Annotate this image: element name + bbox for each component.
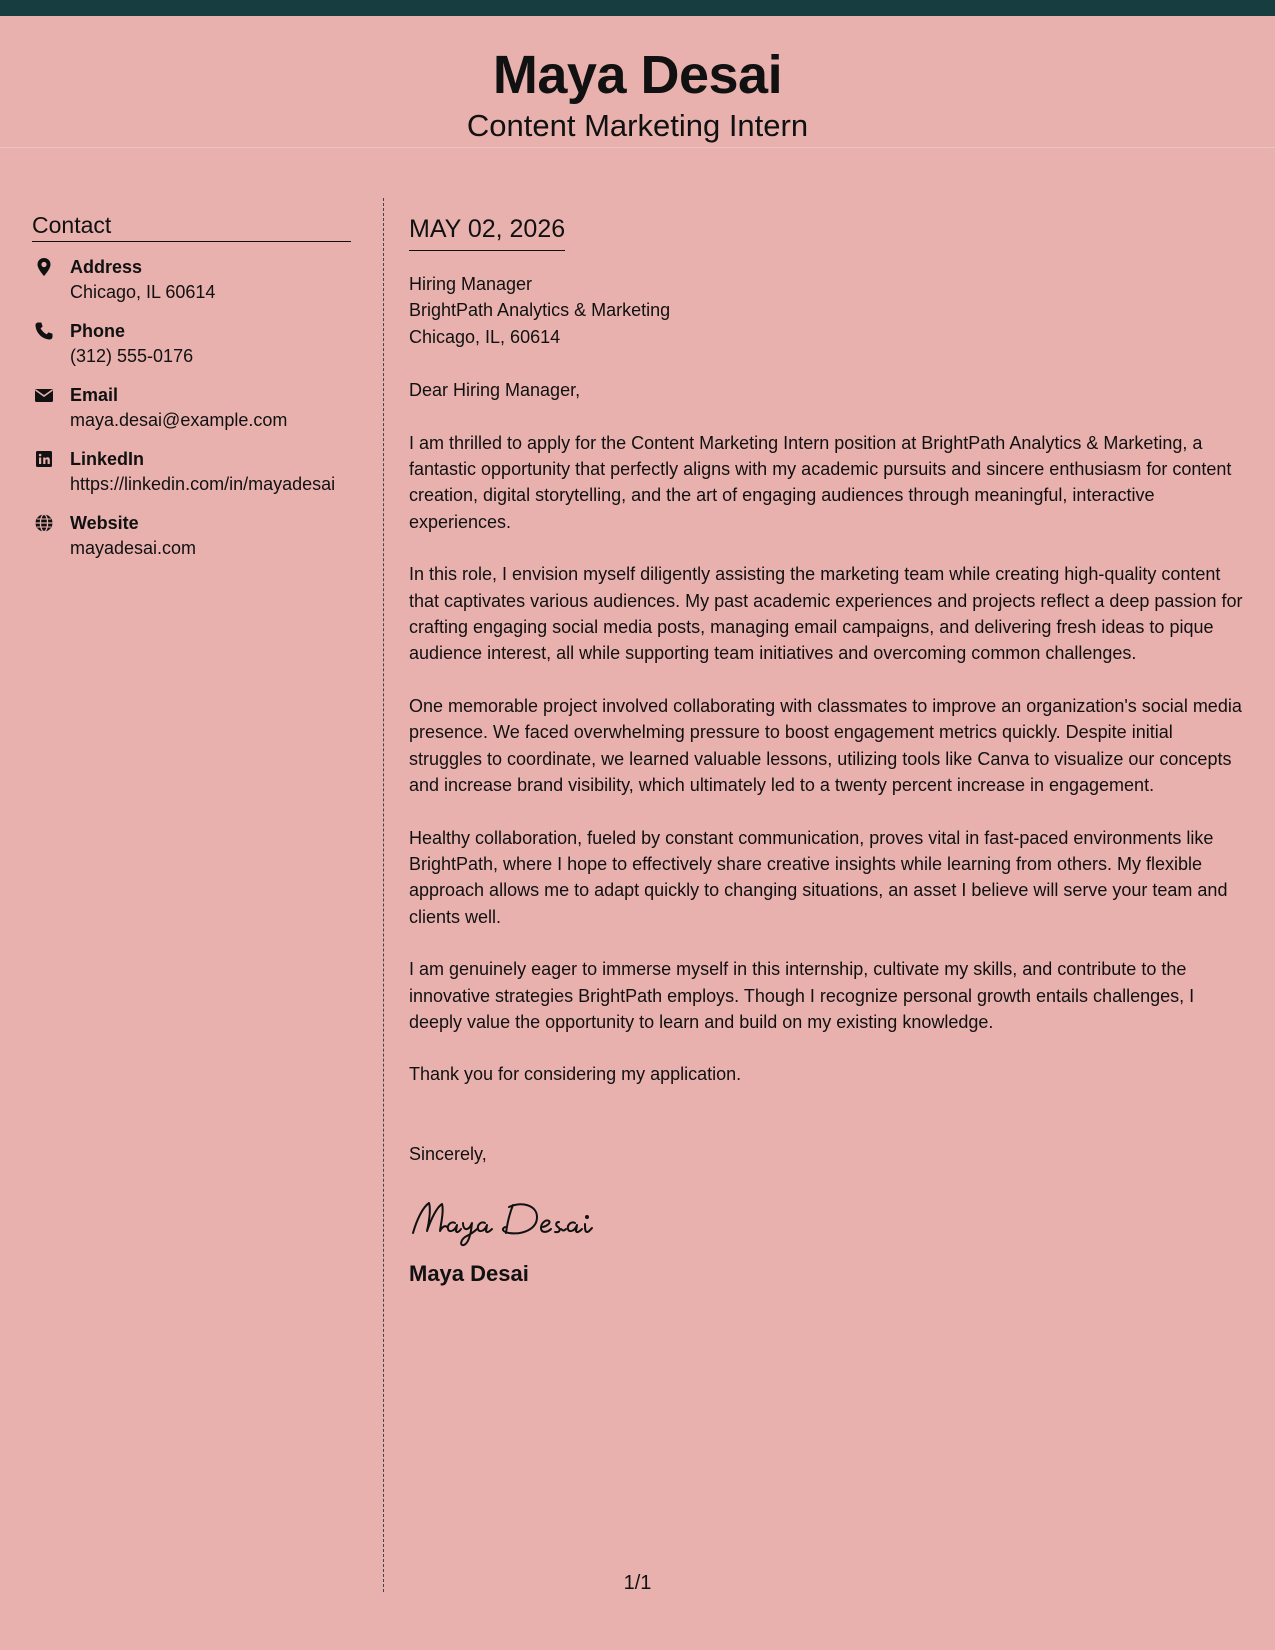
envelope-icon [34,385,54,405]
salutation: Dear Hiring Manager, [409,380,581,401]
letter-body [409,214,1249,1288]
contact-label: Website [70,513,139,533]
recipient-line: Chicago, IL, 60614 [409,326,561,347]
contact-label: Phone [70,321,126,341]
letter-paragraph: I am thrilled to apply for the Content Marketing Intern position at BrightPath Analytics & Marketing, a fantastic opportunity that perfectly aligns with my academic pursuits and sincere enthusiasm for content creation, digital storytelling, and the art of engaging audiences through meaningful, interactive experiences. [409,432,1232,532]
contact-value[interactable]: mayadesai.com [70,538,197,558]
header [0,16,1275,148]
letter-paragraph: In this role, I envision myself diligently assisting the marketing team while creating high-quality content that captivates various audiences. My past academic experiences and projects reflect a deep passion for crafting engaging social media posts, managing email campaigns, and delivering fresh ideas to pique audience interest, all while supporting team initiatives and overcoming common challenges. [409,564,1243,664]
map-pin-icon [34,257,54,277]
contact-label: Address [70,257,143,277]
contact-value: Chicago, IL 60614 [70,282,216,302]
recipient-block [409,271,1249,350]
letter-paragraph: Healthy collaboration, fueled by constant communication, proves vital in fast-paced environments like BrightPath, where I hope to effectively share creative insights while learning from others. My flexible approach allows me to adapt quickly to changing situations, an asset I believe will serve your team and clients well. [409,827,1228,927]
phone-icon [34,321,54,341]
signed-name: Maya Desai [409,1261,529,1287]
applicant-name: Maya Desai [492,45,783,105]
handwritten-signature [409,1189,1249,1249]
letter-paragraph: I am genuinely eager to immerse myself in this internship, cultivate my skills, and contribute to the innovative strategies BrightPath employs. Though I recognize personal growth entails challenges, I deeply value the opportunity to learn and build on my existing knowledge. [409,959,1195,1032]
page-number: 1/1 [623,1572,652,1594]
closing: Sincerely, [409,1143,487,1164]
letter-date: MAY 02, 2026 [409,214,565,251]
letter-paragraph: Thank you for considering my application. [409,1064,742,1085]
column-divider [383,198,384,1592]
job-title: Content Marketing Intern [466,108,809,143]
contact-label: LinkedIn [70,449,145,469]
globe-icon [34,513,54,533]
recipient-line: Hiring Manager [409,274,533,294]
contact-value[interactable]: https://linkedin.com/in/mayadesai [70,474,336,494]
recipient-line: BrightPath Analytics & Marketing [409,300,671,321]
contact-item-linkedin [32,447,351,497]
contact-sidebar [32,214,351,575]
contact-item-website [32,511,351,561]
contact-item-address [32,255,351,305]
contact-heading: Contact [32,214,351,242]
letter-paragraph: One memorable project involved collaborating with classmates to improve an organization's social media presence. We faced overwhelming pressure to boost engagement metrics quickly. Despite initial struggles to coordinate, we learned valuable lessons, utilizing tools like Canva to visualize our concepts and increase brand visibility, which ultimately led to a twenty percent increase in engagement. [409,695,1242,796]
contact-value: (312) 555-0176 [70,346,194,366]
top-accent-bar [0,0,1275,16]
contact-value[interactable]: maya.desai@example.com [70,410,288,430]
linkedin-icon [34,449,54,469]
contact-label: Email [70,385,119,405]
contact-item-phone [32,319,351,369]
contact-item-email [32,383,351,433]
